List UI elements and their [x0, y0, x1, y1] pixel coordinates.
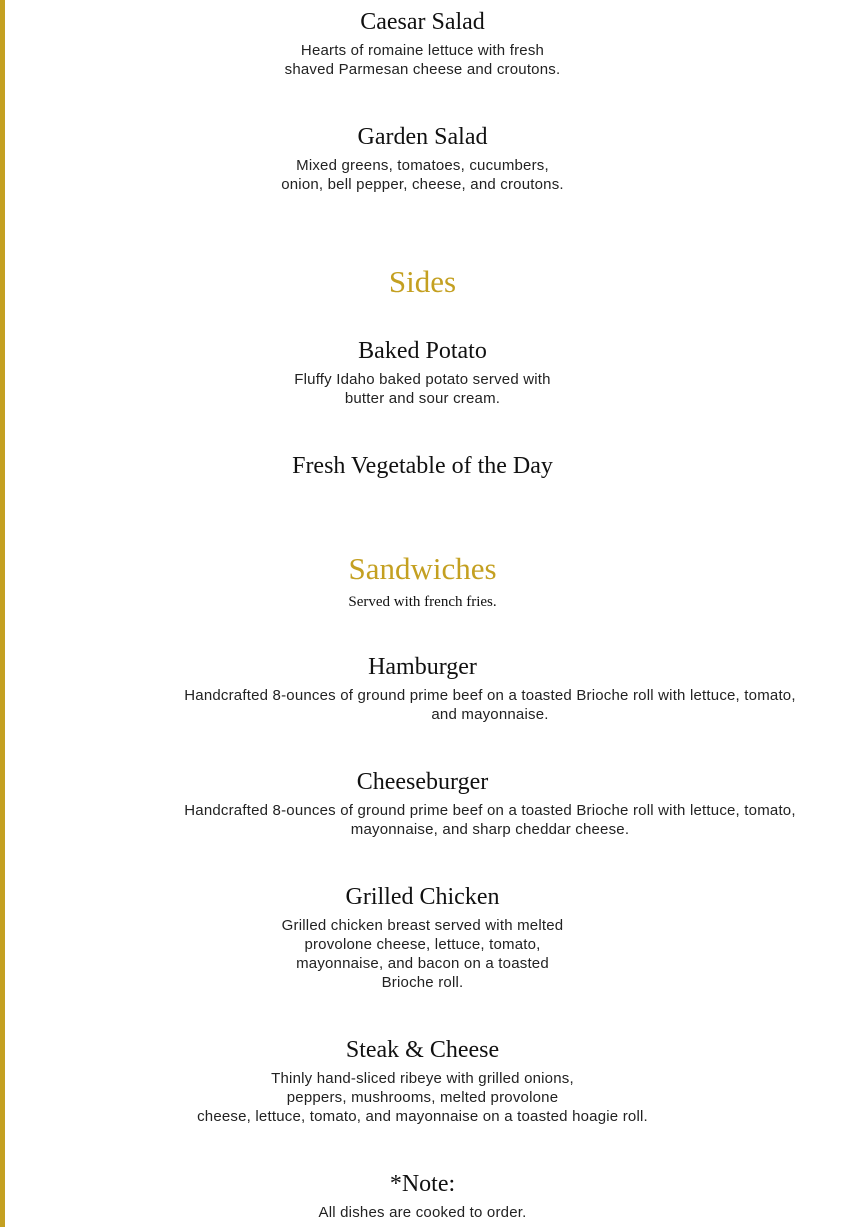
desc-line: mayonnaise, and bacon on a toasted: [296, 955, 549, 972]
item-desc-steak-cheese: [0, 1069, 845, 1126]
note-text: [0, 1203, 845, 1222]
desc-line: peppers, mushrooms, melted provolone: [286, 1089, 559, 1106]
item-title-steak-cheese: Steak & Cheese: [345, 1037, 500, 1063]
note-line: All dishes are cooked to order.: [318, 1204, 527, 1221]
section-subtitle-sandwiches: Served with french fries.: [348, 594, 497, 610]
desc-line: butter and sour cream.: [344, 390, 501, 407]
desc-line: Mixed greens, tomatoes, cucumbers,: [296, 157, 549, 174]
desc-line: Hearts of romaine lettuce with fresh: [300, 42, 545, 59]
desc-line: provolone cheese, lettuce, tomato,: [304, 936, 541, 953]
item-desc-baked-potato: [0, 370, 845, 408]
item-desc-garden-salad: [0, 156, 845, 194]
item-title-fresh-vegetable: Fresh Vegetable of the Day: [292, 453, 553, 479]
section-title-sides: Sides: [388, 264, 457, 299]
section-title-sandwiches: Sandwiches: [348, 551, 497, 586]
desc-line: Thinly hand-sliced ribeye with grilled onions,: [271, 1070, 574, 1087]
item-title-garden-salad: Garden Salad: [357, 124, 488, 150]
item-desc-grilled-chicken: [0, 916, 845, 992]
item-title-grilled-chicken: Grilled Chicken: [345, 884, 500, 910]
desc-line: and mayonnaise.: [431, 706, 549, 723]
item-desc-hamburger: [0, 686, 845, 724]
desc-line: Grilled chicken breast served with melted: [281, 917, 564, 934]
note-title: *Note:: [389, 1171, 456, 1197]
desc-line: onion, bell pepper, cheese, and croutons.: [281, 176, 564, 193]
desc-line: shaved Parmesan cheese and croutons.: [284, 61, 561, 78]
desc-line: mayonnaise, and sharp cheddar cheese.: [350, 821, 630, 838]
item-title-hamburger: Hamburger: [368, 654, 477, 680]
item-desc-cheeseburger: [0, 801, 845, 839]
item-title-baked-potato: Baked Potato: [358, 338, 487, 364]
desc-line: cheese, lettuce, tomato, and mayonnaise on a toasted hoagie roll.: [197, 1108, 648, 1125]
desc-line: Brioche roll.: [381, 974, 464, 991]
item-title-cheeseburger: Cheeseburger: [356, 769, 489, 795]
desc-line: Handcrafted 8-ounces of ground prime beef on a toasted Brioche roll with lettuce, tomato,: [184, 802, 796, 819]
item-desc-caesar-salad: [0, 41, 845, 79]
item-title-caesar-salad: Caesar Salad: [360, 9, 485, 35]
desc-line: Handcrafted 8-ounces of ground prime beef on a toasted Brioche roll with lettuce, tomato,: [184, 687, 796, 704]
desc-line: Fluffy Idaho baked potato served with: [294, 371, 551, 388]
